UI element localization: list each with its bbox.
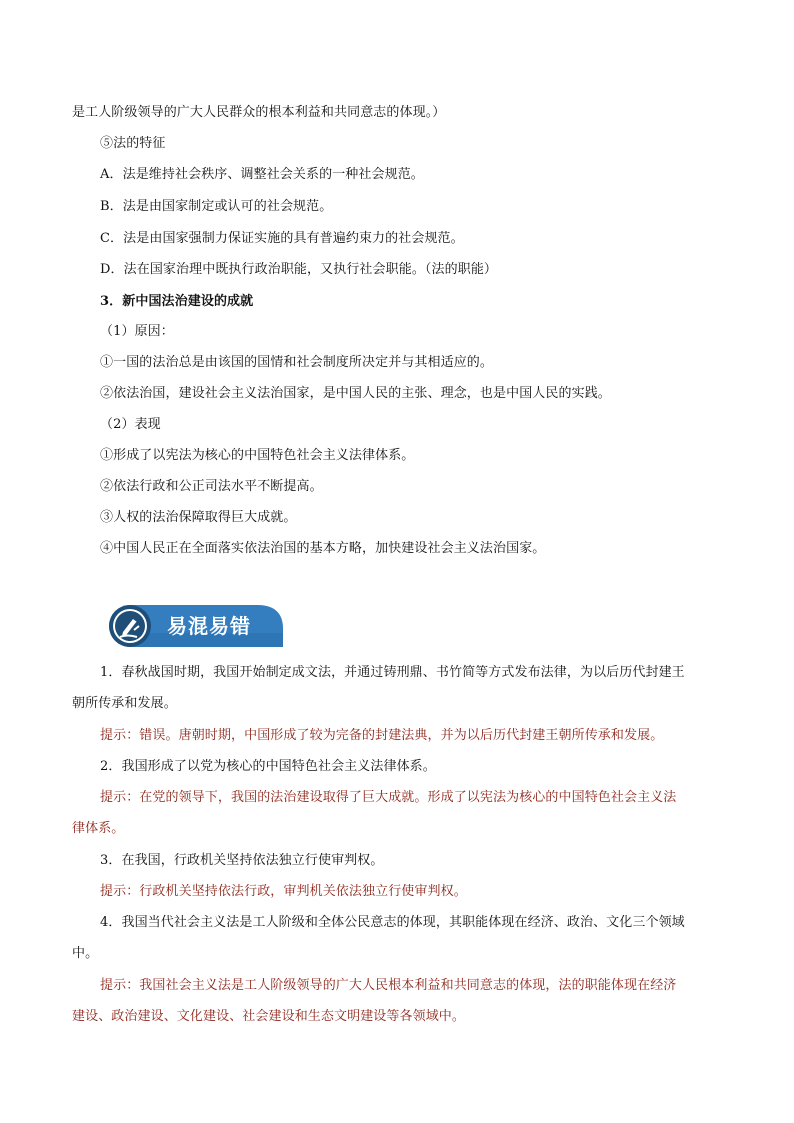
question-3: 3．在我国，行政机关坚持依法独立行使审判权。 <box>100 853 384 868</box>
hint-1: 提示：错误。唐朝时期，中国形成了较为完备的封建法典，并为以后历代封建王朝所传承和发展。 <box>100 728 664 743</box>
feature-item: D．法在国家治理中既执行政治职能，又执行社会职能。（法的职能） <box>100 262 498 277</box>
question-4-line-1: 4．我国当代社会主义法是工人阶级和全体公民意志的体现，其职能体现在经济、政治、文化三个领域 <box>100 915 685 930</box>
hint-4-line-1: 提示：我国社会主义法是工人阶级领导的广大人民根本利益和共同意志的体现，法的职能体现在经济 <box>100 978 677 993</box>
reason-item: ①一国的法治总是由该国的国情和社会制度所决定并与其相适应的。 <box>100 355 494 370</box>
paragraph-continuation: 是工人阶级领导的广大人民群众的根本利益和共同意志的体现。） <box>72 105 446 120</box>
show-item: ②依法行政和公正司法水平不断提高。 <box>100 479 323 494</box>
section-3-heading: 3．新中国法治建设的成就 <box>100 294 254 309</box>
feature-item: B．法是由国家制定或认可的社会规范。 <box>100 199 333 214</box>
reason-item: ②依法治国，建设社会主义法治国家，是中国人民的主张、理念，也是中国人民的实践。 <box>100 386 611 401</box>
hint-2-line-1: 提示：在党的领导下，我国的法治建设取得了巨大成就。形成了以宪法为核心的中国特色社会主义法 <box>100 790 677 805</box>
show-item: ①形成了以宪法为核心的中国特色社会主义法律体系。 <box>100 448 415 463</box>
section-banner <box>107 603 285 649</box>
show-item: ④中国人民正在全面落实依法治国的基本方略，加快建设社会主义法治国家。 <box>100 541 546 556</box>
question-2: 2．我国形成了以党为核心的中国特色社会主义法律体系。 <box>100 759 436 774</box>
banner-title: 易混易错 <box>167 614 251 638</box>
pencil-icon <box>115 611 145 641</box>
show-heading: （2）表现 <box>100 417 161 432</box>
show-item: ③人权的法治保障取得巨大成就。 <box>100 510 297 525</box>
features-heading: ⑤法的特征 <box>100 136 166 151</box>
question-4-line-2: 中。 <box>72 946 99 961</box>
question-1-line-1: 1．春秋战国时期，我国开始制定成文法，并通过铸刑鼎、书竹简等方式发布法律，为以后历代封建王 <box>100 665 685 680</box>
feature-item: C．法是由国家强制力保证实施的具有普遍约束力的社会规范。 <box>100 231 464 246</box>
hint-2-line-2: 律体系。 <box>72 821 125 836</box>
hint-4-line-2: 建设、政治建设、文化建设、社会建设和生态文明建设等各领域中。 <box>72 1009 466 1024</box>
hint-3: 提示：行政机关坚持依法行政，审判机关依法独立行使审判权。 <box>100 884 467 899</box>
question-1-line-2: 朝所传承和发展。 <box>72 696 177 711</box>
feature-item: A．法是维持社会秩序、调整社会关系的一种社会规范。 <box>100 167 424 182</box>
reason-heading: （1）原因： <box>100 324 174 339</box>
